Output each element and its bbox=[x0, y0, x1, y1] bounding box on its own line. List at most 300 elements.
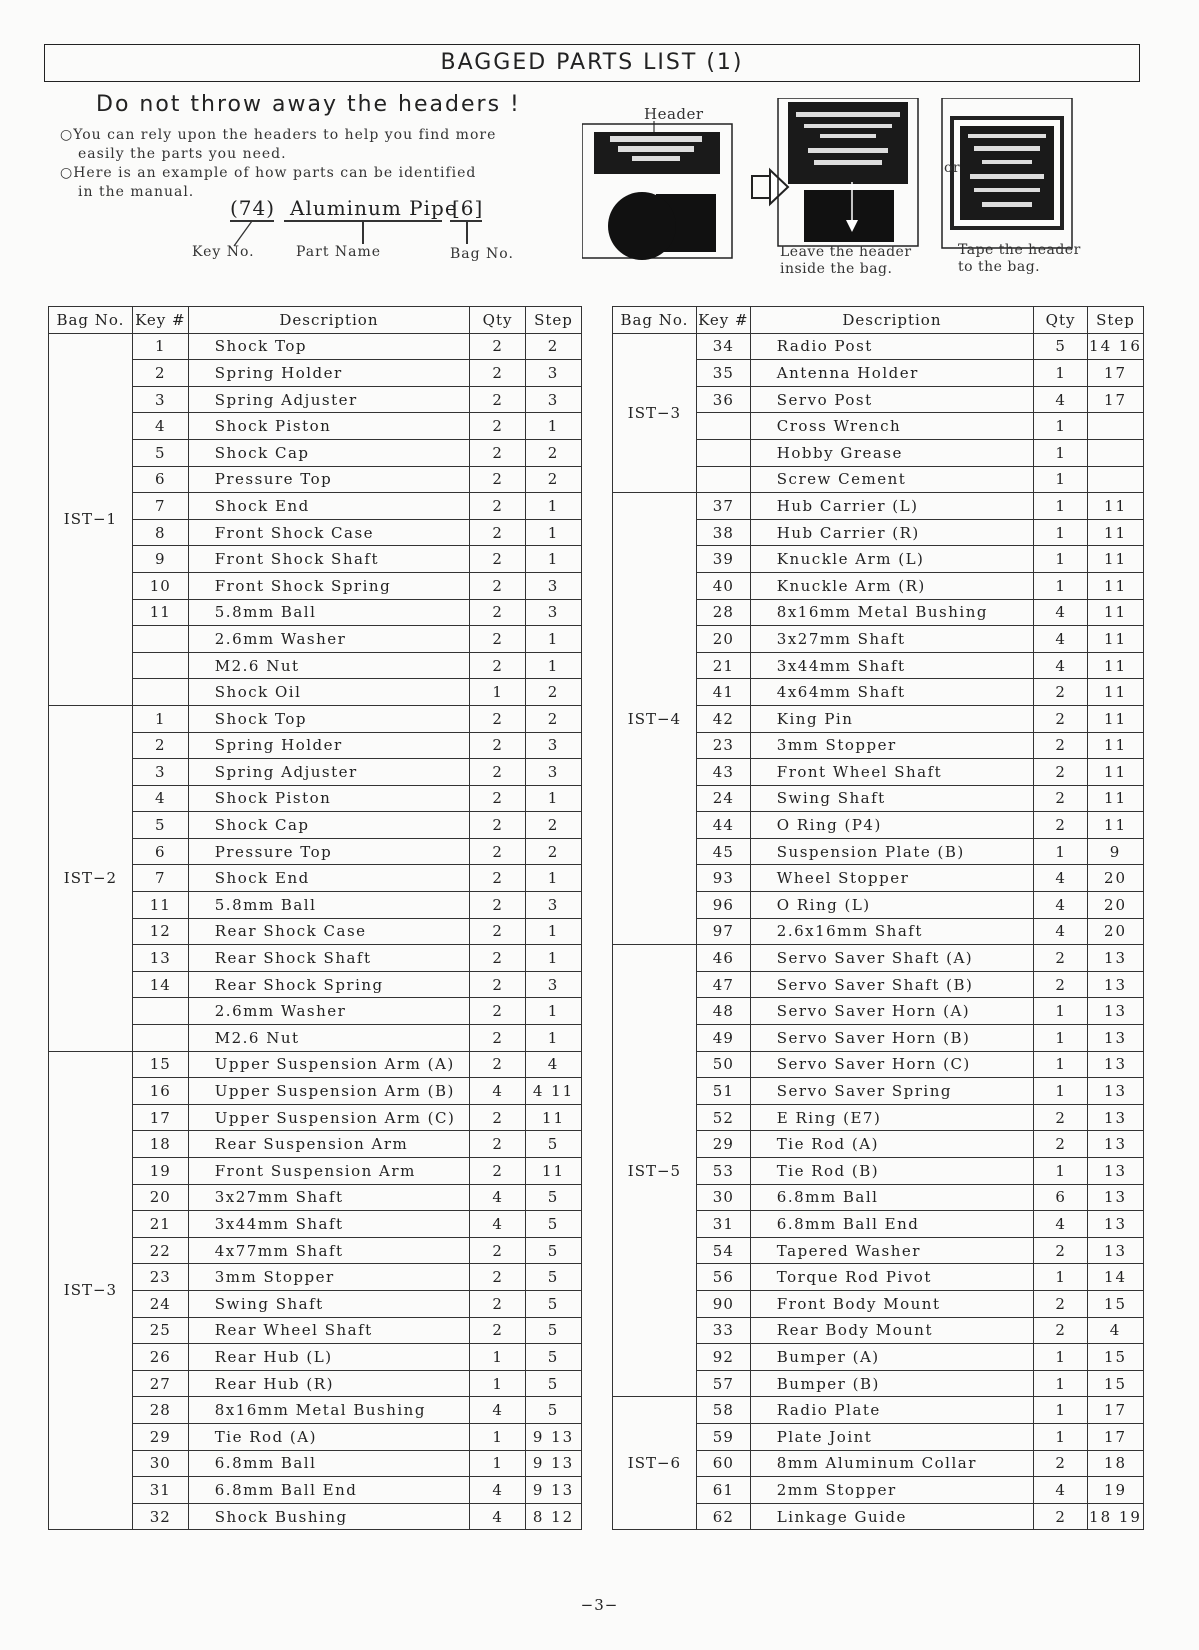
qty-cell: 1 bbox=[1034, 1158, 1088, 1185]
key-cell: 2 bbox=[132, 360, 188, 387]
step-cell: 5 bbox=[526, 1317, 582, 1344]
description-cell: Hobby Grease bbox=[750, 439, 1033, 466]
key-cell: 35 bbox=[696, 360, 750, 387]
pointer-line bbox=[362, 220, 364, 244]
qty-cell: 4 bbox=[1034, 892, 1088, 919]
description-cell: Torque Rod Pivot bbox=[750, 1264, 1033, 1291]
qty-cell: 1 bbox=[1034, 838, 1088, 865]
qty-cell: 2 bbox=[470, 466, 526, 493]
key-cell: 54 bbox=[696, 1237, 750, 1264]
qty-cell: 2 bbox=[1034, 1317, 1088, 1344]
caption-left-2: inside the bag. bbox=[780, 261, 893, 277]
key-cell: 43 bbox=[696, 759, 750, 786]
key-cell: 58 bbox=[696, 1397, 750, 1424]
qty-cell: 2 bbox=[470, 1264, 526, 1291]
key-cell: 23 bbox=[132, 1264, 188, 1291]
caption-left-1: Leave the header bbox=[780, 244, 912, 260]
example-bag: [6] bbox=[452, 196, 484, 220]
qty-cell: 1 bbox=[1034, 1344, 1088, 1371]
header-qty: Qty bbox=[470, 307, 526, 334]
note-line: in the manual. bbox=[78, 184, 195, 200]
description-cell: Spring Holder bbox=[188, 360, 469, 387]
key-cell: 4 bbox=[132, 785, 188, 812]
qty-cell: 2 bbox=[1034, 1450, 1088, 1477]
key-cell bbox=[696, 439, 750, 466]
parts-table-right bbox=[612, 306, 1144, 1530]
key-cell: 3 bbox=[132, 759, 188, 786]
header-step: Step bbox=[1088, 307, 1144, 334]
qty-cell: 1 bbox=[1034, 439, 1088, 466]
description-cell: Rear Body Mount bbox=[750, 1317, 1033, 1344]
step-cell: 2 bbox=[526, 812, 582, 839]
header-key: Key # bbox=[132, 307, 188, 334]
key-cell: 42 bbox=[696, 705, 750, 732]
step-cell: 15 bbox=[1088, 1290, 1144, 1317]
step-cell: 13 bbox=[1088, 945, 1144, 972]
key-cell: 49 bbox=[696, 1025, 750, 1052]
step-cell: 1 bbox=[526, 945, 582, 972]
qty-cell: 2 bbox=[470, 652, 526, 679]
description-cell: 3mm Stopper bbox=[750, 732, 1033, 759]
key-cell: 56 bbox=[696, 1264, 750, 1291]
description-cell: Rear Shock Spring bbox=[188, 971, 469, 998]
description-cell: 2.6mm Washer bbox=[188, 998, 469, 1025]
key-cell: 46 bbox=[696, 945, 750, 972]
description-cell: 2mm Stopper bbox=[750, 1477, 1033, 1504]
step-cell: 13 bbox=[1088, 971, 1144, 998]
description-cell: Upper Suspension Arm (B) bbox=[188, 1078, 469, 1105]
description-cell: 3mm Stopper bbox=[188, 1264, 469, 1291]
step-cell: 11 bbox=[1088, 493, 1144, 520]
key-cell: 13 bbox=[132, 945, 188, 972]
step-cell: 14 bbox=[1088, 1264, 1144, 1291]
description-cell: Spring Adjuster bbox=[188, 386, 469, 413]
key-cell: 21 bbox=[696, 652, 750, 679]
description-cell: 6.8mm Ball End bbox=[750, 1211, 1033, 1238]
step-cell: 1 bbox=[526, 865, 582, 892]
step-cell: 5 bbox=[526, 1131, 582, 1158]
key-cell: 62 bbox=[696, 1503, 750, 1530]
qty-cell: 1 bbox=[1034, 1370, 1088, 1397]
qty-cell: 1 bbox=[1034, 1025, 1088, 1052]
qty-cell: 4 bbox=[470, 1078, 526, 1105]
step-cell: 1 bbox=[526, 493, 582, 520]
step-cell: 1 bbox=[526, 998, 582, 1025]
key-cell: 93 bbox=[696, 865, 750, 892]
description-cell: 3x27mm Shaft bbox=[750, 626, 1033, 653]
description-cell: Swing Shaft bbox=[750, 785, 1033, 812]
qty-cell: 2 bbox=[1034, 785, 1088, 812]
qty-cell: 2 bbox=[470, 333, 526, 360]
key-cell: 29 bbox=[132, 1423, 188, 1450]
bag-number-cell: IST−6 bbox=[613, 1397, 697, 1530]
key-cell: 15 bbox=[132, 1051, 188, 1078]
step-cell: 11 bbox=[1088, 599, 1144, 626]
key-cell: 24 bbox=[696, 785, 750, 812]
step-cell: 13 bbox=[1088, 1104, 1144, 1131]
step-cell: 4 11 bbox=[526, 1078, 582, 1105]
caption-right-1: Tape the header bbox=[958, 242, 1081, 258]
key-cell: 22 bbox=[132, 1237, 188, 1264]
qty-cell: 4 bbox=[470, 1477, 526, 1504]
step-cell: 11 bbox=[1088, 546, 1144, 573]
qty-cell: 2 bbox=[470, 1025, 526, 1052]
step-cell: 9 13 bbox=[526, 1450, 582, 1477]
key-cell: 11 bbox=[132, 892, 188, 919]
description-cell: Knuckle Arm (R) bbox=[750, 572, 1033, 599]
step-cell: 19 bbox=[1088, 1477, 1144, 1504]
qty-cell: 2 bbox=[470, 386, 526, 413]
key-cell: 12 bbox=[132, 918, 188, 945]
key-cell: 26 bbox=[132, 1344, 188, 1371]
qty-cell: 2 bbox=[1034, 812, 1088, 839]
description-cell: Spring Holder bbox=[188, 732, 469, 759]
key-cell: 3 bbox=[132, 386, 188, 413]
bag-no-label: Bag No. bbox=[450, 246, 514, 262]
step-cell: 3 bbox=[526, 599, 582, 626]
step-cell: 13 bbox=[1088, 1211, 1144, 1238]
description-cell: Shock Oil bbox=[188, 679, 469, 706]
header-label: Header bbox=[644, 105, 704, 123]
key-cell: 90 bbox=[696, 1290, 750, 1317]
step-cell: 1 bbox=[526, 626, 582, 653]
note-line: easily the parts you need. bbox=[78, 146, 287, 162]
key-cell: 97 bbox=[696, 918, 750, 945]
description-cell: 4x77mm Shaft bbox=[188, 1237, 469, 1264]
qty-cell: 4 bbox=[470, 1503, 526, 1530]
description-cell: 5.8mm Ball bbox=[188, 892, 469, 919]
table-row bbox=[613, 1397, 1144, 1424]
qty-cell: 2 bbox=[1034, 732, 1088, 759]
key-no-label: Key No. bbox=[192, 244, 255, 260]
qty-cell: 2 bbox=[470, 1237, 526, 1264]
header-description: Description bbox=[188, 307, 469, 334]
step-cell: 1 bbox=[526, 413, 582, 440]
qty-cell: 1 bbox=[1034, 519, 1088, 546]
description-cell: Front Shock Case bbox=[188, 519, 469, 546]
qty-cell: 2 bbox=[470, 1051, 526, 1078]
header-step: Step bbox=[526, 307, 582, 334]
description-cell: 2.6mm Washer bbox=[188, 626, 469, 653]
step-cell: 20 bbox=[1088, 892, 1144, 919]
qty-cell: 1 bbox=[1034, 1051, 1088, 1078]
key-cell: 61 bbox=[696, 1477, 750, 1504]
step-cell: 20 bbox=[1088, 918, 1144, 945]
qty-cell: 2 bbox=[470, 865, 526, 892]
qty-cell: 2 bbox=[470, 812, 526, 839]
key-cell: 27 bbox=[132, 1370, 188, 1397]
description-cell: Swing Shaft bbox=[188, 1290, 469, 1317]
step-cell: 13 bbox=[1088, 1051, 1144, 1078]
key-cell: 48 bbox=[696, 998, 750, 1025]
description-cell: E Ring (E7) bbox=[750, 1104, 1033, 1131]
qty-cell: 2 bbox=[1034, 759, 1088, 786]
step-cell: 2 bbox=[526, 333, 582, 360]
key-cell: 6 bbox=[132, 466, 188, 493]
step-cell: 13 bbox=[1088, 1078, 1144, 1105]
example-key: (74) bbox=[230, 196, 276, 220]
qty-cell: 2 bbox=[470, 945, 526, 972]
qty-cell: 2 bbox=[470, 546, 526, 573]
step-cell: 3 bbox=[526, 759, 582, 786]
step-cell: 18 19 bbox=[1088, 1503, 1144, 1530]
key-cell: 32 bbox=[132, 1503, 188, 1530]
qty-cell: 2 bbox=[1034, 971, 1088, 998]
qty-cell: 2 bbox=[1034, 1503, 1088, 1530]
bag-number-cell: IST−2 bbox=[49, 705, 133, 1051]
description-cell: O Ring (L) bbox=[750, 892, 1033, 919]
step-cell: 13 bbox=[1088, 1131, 1144, 1158]
step-cell: 17 bbox=[1088, 360, 1144, 387]
step-cell: 5 bbox=[526, 1264, 582, 1291]
description-cell: 4x64mm Shaft bbox=[750, 679, 1033, 706]
description-cell: Front Wheel Shaft bbox=[750, 759, 1033, 786]
step-cell: 3 bbox=[526, 732, 582, 759]
qty-cell: 5 bbox=[1034, 333, 1088, 360]
key-cell: 7 bbox=[132, 865, 188, 892]
key-cell: 5 bbox=[132, 439, 188, 466]
step-cell: 1 bbox=[526, 918, 582, 945]
qty-cell: 2 bbox=[470, 838, 526, 865]
description-cell: Knuckle Arm (L) bbox=[750, 546, 1033, 573]
key-cell: 10 bbox=[132, 572, 188, 599]
step-cell: 11 bbox=[1088, 705, 1144, 732]
qty-cell: 4 bbox=[470, 1211, 526, 1238]
key-cell: 7 bbox=[132, 493, 188, 520]
key-cell: 28 bbox=[696, 599, 750, 626]
step-cell: 15 bbox=[1088, 1370, 1144, 1397]
page-title: BAGGED PARTS LIST (1) bbox=[44, 44, 1140, 82]
step-cell: 1 bbox=[526, 546, 582, 573]
description-cell: Shock End bbox=[188, 493, 469, 520]
qty-cell: 1 bbox=[470, 1423, 526, 1450]
key-cell: 25 bbox=[132, 1317, 188, 1344]
step-cell: 11 bbox=[1088, 652, 1144, 679]
key-cell: 52 bbox=[696, 1104, 750, 1131]
qty-cell: 2 bbox=[1034, 679, 1088, 706]
step-cell: 17 bbox=[1088, 1397, 1144, 1424]
qty-cell: 1 bbox=[1034, 466, 1088, 493]
description-cell: Linkage Guide bbox=[750, 1503, 1033, 1530]
qty-cell: 2 bbox=[470, 1317, 526, 1344]
warning-heading: Do not throw away the headers ! bbox=[96, 92, 521, 117]
description-cell: 5.8mm Ball bbox=[188, 599, 469, 626]
key-cell bbox=[696, 413, 750, 440]
step-cell: 2 bbox=[526, 679, 582, 706]
qty-cell: 1 bbox=[1034, 1423, 1088, 1450]
qty-cell: 2 bbox=[470, 493, 526, 520]
key-cell: 20 bbox=[132, 1184, 188, 1211]
header-key: Key # bbox=[696, 307, 750, 334]
qty-cell: 4 bbox=[1034, 652, 1088, 679]
key-cell bbox=[132, 652, 188, 679]
description-cell: Rear Suspension Arm bbox=[188, 1131, 469, 1158]
description-cell: Spring Adjuster bbox=[188, 759, 469, 786]
key-cell bbox=[132, 1025, 188, 1052]
table-row bbox=[49, 333, 582, 360]
qty-cell: 4 bbox=[1034, 865, 1088, 892]
description-cell: 8x16mm Metal Bushing bbox=[188, 1397, 469, 1424]
qty-cell: 2 bbox=[470, 732, 526, 759]
description-cell: Hub Carrier (R) bbox=[750, 519, 1033, 546]
step-cell: 13 bbox=[1088, 1025, 1144, 1052]
key-cell: 34 bbox=[696, 333, 750, 360]
qty-cell: 2 bbox=[470, 705, 526, 732]
key-cell: 23 bbox=[696, 732, 750, 759]
key-cell: 18 bbox=[132, 1131, 188, 1158]
key-cell: 6 bbox=[132, 838, 188, 865]
qty-cell: 2 bbox=[470, 1290, 526, 1317]
description-cell: Rear Wheel Shaft bbox=[188, 1317, 469, 1344]
step-cell bbox=[1088, 439, 1144, 466]
key-cell: 28 bbox=[132, 1397, 188, 1424]
qty-cell: 2 bbox=[470, 626, 526, 653]
bag-number-cell: IST−3 bbox=[613, 333, 697, 493]
description-cell: Plate Joint bbox=[750, 1423, 1033, 1450]
header-bag-no: Bag No. bbox=[613, 307, 697, 334]
qty-cell: 2 bbox=[470, 918, 526, 945]
description-cell: Servo Saver Spring bbox=[750, 1078, 1033, 1105]
qty-cell: 2 bbox=[470, 971, 526, 998]
key-cell: 50 bbox=[696, 1051, 750, 1078]
description-cell: Screw Cement bbox=[750, 466, 1033, 493]
description-cell: Shock Bushing bbox=[188, 1503, 469, 1530]
step-cell: 1 bbox=[526, 1025, 582, 1052]
qty-cell: 2 bbox=[1034, 1131, 1088, 1158]
key-cell: 31 bbox=[696, 1211, 750, 1238]
description-cell: Upper Suspension Arm (A) bbox=[188, 1051, 469, 1078]
description-cell: Tie Rod (A) bbox=[188, 1423, 469, 1450]
step-cell: 11 bbox=[1088, 759, 1144, 786]
step-cell: 14 16 bbox=[1088, 333, 1144, 360]
qty-cell: 1 bbox=[1034, 360, 1088, 387]
step-cell: 15 bbox=[1088, 1344, 1144, 1371]
key-cell: 8 bbox=[132, 519, 188, 546]
key-cell: 45 bbox=[696, 838, 750, 865]
key-cell: 16 bbox=[132, 1078, 188, 1105]
qty-cell: 1 bbox=[470, 1370, 526, 1397]
qty-cell: 2 bbox=[470, 1104, 526, 1131]
step-cell: 9 13 bbox=[526, 1477, 582, 1504]
key-cell: 11 bbox=[132, 599, 188, 626]
description-cell: Antenna Holder bbox=[750, 360, 1033, 387]
key-cell: 20 bbox=[696, 626, 750, 653]
key-cell: 31 bbox=[132, 1477, 188, 1504]
step-cell: 13 bbox=[1088, 1184, 1144, 1211]
step-cell: 1 bbox=[526, 785, 582, 812]
note-line: ○Here is an example of how parts can be identified bbox=[60, 165, 477, 181]
step-cell: 8 12 bbox=[526, 1503, 582, 1530]
step-cell: 2 bbox=[526, 838, 582, 865]
description-cell: Upper Suspension Arm (C) bbox=[188, 1104, 469, 1131]
key-cell: 92 bbox=[696, 1344, 750, 1371]
step-cell: 3 bbox=[526, 892, 582, 919]
qty-cell: 1 bbox=[470, 1450, 526, 1477]
key-cell bbox=[132, 998, 188, 1025]
key-cell: 14 bbox=[132, 971, 188, 998]
step-cell: 18 bbox=[1088, 1450, 1144, 1477]
step-cell: 13 bbox=[1088, 1237, 1144, 1264]
qty-cell: 1 bbox=[1034, 413, 1088, 440]
step-cell: 5 bbox=[526, 1290, 582, 1317]
qty-cell: 2 bbox=[1034, 1290, 1088, 1317]
description-cell: Shock End bbox=[188, 865, 469, 892]
step-cell: 4 bbox=[526, 1051, 582, 1078]
table-row bbox=[49, 705, 582, 732]
table-row bbox=[613, 493, 1144, 520]
step-cell: 11 bbox=[1088, 626, 1144, 653]
step-cell: 3 bbox=[526, 360, 582, 387]
key-cell: 40 bbox=[696, 572, 750, 599]
description-cell: M2.6 Nut bbox=[188, 652, 469, 679]
step-cell: 20 bbox=[1088, 865, 1144, 892]
key-cell: 44 bbox=[696, 812, 750, 839]
key-cell: 2 bbox=[132, 732, 188, 759]
description-cell: Shock Top bbox=[188, 333, 469, 360]
step-cell bbox=[1088, 466, 1144, 493]
key-cell: 9 bbox=[132, 546, 188, 573]
key-cell: 30 bbox=[696, 1184, 750, 1211]
description-cell: Tie Rod (A) bbox=[750, 1131, 1033, 1158]
key-cell: 33 bbox=[696, 1317, 750, 1344]
step-cell: 17 bbox=[1088, 386, 1144, 413]
qty-cell: 1 bbox=[470, 1344, 526, 1371]
key-cell: 38 bbox=[696, 519, 750, 546]
part-name-label: Part Name bbox=[296, 244, 382, 260]
qty-cell: 4 bbox=[1034, 599, 1088, 626]
description-cell: Servo Saver Shaft (A) bbox=[750, 945, 1033, 972]
description-cell: Shock Piston bbox=[188, 413, 469, 440]
description-cell: 6.8mm Ball bbox=[750, 1184, 1033, 1211]
or-label: or bbox=[944, 160, 961, 176]
page-number: −3− bbox=[580, 1596, 619, 1614]
parts-table-left bbox=[48, 306, 582, 1530]
qty-cell: 1 bbox=[470, 679, 526, 706]
key-cell: 19 bbox=[132, 1158, 188, 1185]
description-cell: Radio Post bbox=[750, 333, 1033, 360]
step-cell: 5 bbox=[526, 1370, 582, 1397]
description-cell: King Pin bbox=[750, 705, 1033, 732]
description-cell: Servo Saver Horn (A) bbox=[750, 998, 1033, 1025]
key-cell: 30 bbox=[132, 1450, 188, 1477]
description-cell: Hub Carrier (L) bbox=[750, 493, 1033, 520]
description-cell: 3x44mm Shaft bbox=[188, 1211, 469, 1238]
step-cell: 3 bbox=[526, 971, 582, 998]
qty-cell: 2 bbox=[1034, 1104, 1088, 1131]
description-cell: Shock Piston bbox=[188, 785, 469, 812]
qty-cell: 4 bbox=[1034, 918, 1088, 945]
qty-cell: 2 bbox=[470, 413, 526, 440]
qty-cell: 2 bbox=[470, 1158, 526, 1185]
description-cell: Pressure Top bbox=[188, 466, 469, 493]
step-cell: 3 bbox=[526, 572, 582, 599]
bag-number-cell: IST−3 bbox=[49, 1051, 133, 1530]
description-cell: 8mm Aluminum Collar bbox=[750, 1450, 1033, 1477]
step-cell: 5 bbox=[526, 1237, 582, 1264]
key-cell: 47 bbox=[696, 971, 750, 998]
header-qty: Qty bbox=[1034, 307, 1088, 334]
key-cell: 36 bbox=[696, 386, 750, 413]
qty-cell: 4 bbox=[1034, 626, 1088, 653]
description-cell: Bumper (A) bbox=[750, 1344, 1033, 1371]
description-cell: Rear Hub (R) bbox=[188, 1370, 469, 1397]
qty-cell: 2 bbox=[1034, 945, 1088, 972]
description-cell: Servo Post bbox=[750, 386, 1033, 413]
description-cell: 6.8mm Ball End bbox=[188, 1477, 469, 1504]
description-cell: Shock Cap bbox=[188, 439, 469, 466]
key-cell: 59 bbox=[696, 1423, 750, 1450]
qty-cell: 2 bbox=[470, 572, 526, 599]
